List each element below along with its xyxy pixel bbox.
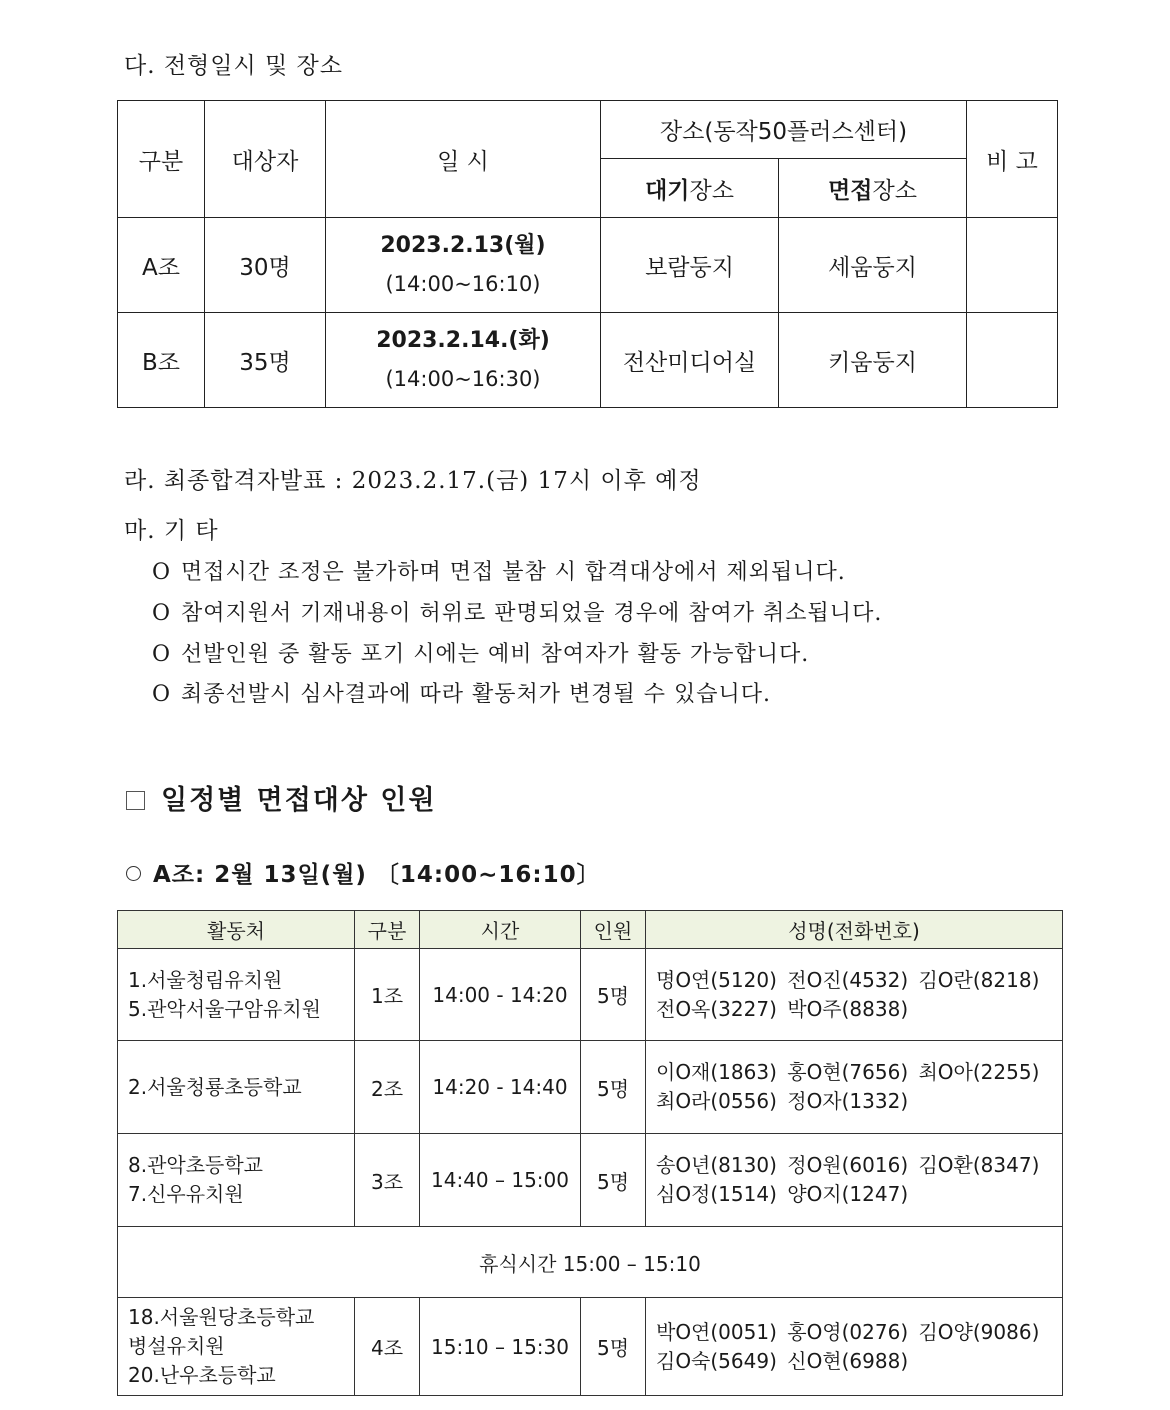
- site-cell: [118, 1134, 355, 1227]
- waiting-place-cell: 전산미디어실: [601, 313, 779, 408]
- header-remarks: 비 고: [967, 101, 1058, 218]
- header-time: 시간: [420, 911, 581, 949]
- site-cell: [118, 1041, 355, 1134]
- notice-item: [152, 596, 882, 627]
- site-name: 병설유치원: [128, 1334, 225, 1358]
- group-cell: 4조: [355, 1298, 420, 1396]
- site-name: 8.관악초등학교: [128, 1153, 264, 1177]
- circle-bullet-icon: O: [152, 601, 172, 626]
- header-location-group: 장소(동작50플러스센터): [601, 101, 967, 159]
- notice-text: 최종선발시 심사결과에 따라 활동처가 변경될 수 있습니다.: [181, 682, 772, 707]
- circle-bullet-icon: O: [152, 560, 172, 585]
- date-text: 2023.2.13(월): [380, 233, 546, 258]
- header-interview-place-rest: 장소: [872, 177, 917, 204]
- section-title-text: 일정별 면접대상 인원: [161, 785, 437, 816]
- section-ma-heading: 마. 기 타: [124, 518, 219, 544]
- circle-bullet-icon: O: [152, 642, 172, 667]
- schedule-section-title: [126, 778, 437, 817]
- names-line: 박O연(0051) 홍O영(0276) 김O양(9086): [656, 1319, 1040, 1344]
- time-cell: 14:20 - 14:40: [420, 1041, 581, 1134]
- notice-item: [152, 637, 809, 668]
- count-cell: 30명: [205, 218, 326, 313]
- notice-text: 참여지원서 기재내용이 허위로 판명되었을 경우에 참여가 취소됩니다.: [181, 601, 883, 626]
- site-name: 20.난우초등학교: [128, 1363, 276, 1387]
- header-waiting-place: [601, 159, 779, 218]
- names-line: 김O숙(5649) 신O현(6988): [656, 1348, 909, 1373]
- group-cell: 2조: [355, 1041, 420, 1134]
- header-group: 구분: [355, 911, 420, 949]
- count-cell: 35명: [205, 313, 326, 408]
- names-cell: [646, 1298, 1063, 1396]
- schedule-location-table: [117, 100, 1058, 408]
- names-line: 이O재(1863) 홍O현(7656) 최O아(2255): [656, 1060, 1040, 1084]
- group-a-subtitle: [126, 856, 601, 889]
- names-cell: [646, 949, 1063, 1041]
- names-line: 심O정(1514) 양O지(1247): [656, 1182, 909, 1206]
- notice-text: 면접시간 조정은 불가하며 면접 불참 시 합격대상에서 제외됩니다.: [181, 560, 846, 585]
- count-cell: 5명: [581, 949, 646, 1041]
- header-waiting-place-bold: 대기: [645, 177, 690, 204]
- header-interview-place-bold: 면접: [828, 177, 873, 204]
- section-da-heading: 다. 전형일시 및 장소: [124, 53, 343, 79]
- table-row: [118, 313, 1058, 408]
- site-name: 5.관악서울구암유치원: [128, 996, 321, 1021]
- table-row: [118, 1134, 1063, 1227]
- site-name: 7.신우유치원: [128, 1182, 244, 1206]
- site-name: 2.서울청룡초등학교: [128, 1074, 302, 1099]
- subtitle-text: A조: 2월 13일(월) 〔14:00∼16:10〕: [153, 862, 601, 888]
- table-row: [118, 218, 1058, 313]
- site-cell: [118, 1298, 355, 1396]
- interview-place-cell: 세움둥지: [779, 218, 967, 313]
- notice-item: [152, 555, 846, 586]
- group-cell: 1조: [355, 949, 420, 1041]
- remarks-cell: [967, 313, 1058, 408]
- table-row: [118, 1298, 1063, 1396]
- site-name: 1.서울청림유치원: [128, 967, 283, 992]
- names-line: 송O년(8130) 정O원(6016) 김O환(8347): [656, 1153, 1040, 1177]
- header-interview-place: [779, 159, 967, 218]
- header-site: 활동처: [118, 911, 355, 949]
- time-text: (14:00~16:30): [385, 367, 541, 391]
- header-names: 성명(전화번호): [646, 911, 1063, 949]
- count-cell: 5명: [581, 1298, 646, 1396]
- names-cell: [646, 1134, 1063, 1227]
- count-cell: 5명: [581, 1041, 646, 1134]
- header-target: 대상자: [205, 101, 326, 218]
- time-cell: 14:00 - 14:20: [420, 949, 581, 1041]
- names-line: 명O연(5120) 전O진(4532) 김O란(8218): [656, 967, 1040, 992]
- names-line: 전O옥(3227) 박O주(8838): [656, 996, 909, 1021]
- break-row: [118, 1227, 1063, 1298]
- notice-item: [152, 677, 771, 708]
- group-cell: A조: [118, 218, 205, 313]
- datetime-cell: [326, 218, 601, 313]
- notice-text: 선발인원 중 활동 포기 시에는 예비 참여자가 활동 가능합니다.: [181, 642, 810, 667]
- names-cell: [646, 1041, 1063, 1134]
- datetime-cell: [326, 313, 601, 408]
- date-text: 2023.2.14.(화): [376, 328, 550, 353]
- table-row: [118, 1041, 1063, 1134]
- count-cell: 5명: [581, 1134, 646, 1227]
- break-time-cell: 휴식시간 15:00 – 15:10: [118, 1227, 1063, 1298]
- square-bullet-icon: [126, 791, 145, 810]
- section-ra-announcement: 라. 최종합격자발표 : 2023.2.17.(금) 17시 이후 예정: [124, 468, 702, 494]
- circle-bullet-icon: [126, 866, 141, 881]
- site-name: 18.서울원당초등학교: [128, 1305, 315, 1329]
- group-cell: B조: [118, 313, 205, 408]
- circle-bullet-icon: O: [152, 682, 172, 707]
- time-cell: 15:10 – 15:30: [420, 1298, 581, 1396]
- interview-roster-table: [117, 910, 1063, 1396]
- table-row: [118, 949, 1063, 1041]
- site-cell: [118, 949, 355, 1041]
- remarks-cell: [967, 218, 1058, 313]
- names-line: 최O라(0556) 정O자(1332): [656, 1089, 909, 1113]
- group-cell: 3조: [355, 1134, 420, 1227]
- header-category: 구분: [118, 101, 205, 218]
- header-count: 인원: [581, 911, 646, 949]
- header-datetime: 일 시: [326, 101, 601, 218]
- time-cell: 14:40 – 15:00: [420, 1134, 581, 1227]
- table-header-row: [118, 911, 1063, 949]
- header-waiting-place-rest: 장소: [689, 177, 734, 204]
- waiting-place-cell: 보람둥지: [601, 218, 779, 313]
- interview-place-cell: 키움둥지: [779, 313, 967, 408]
- time-text: (14:00~16:10): [385, 272, 541, 296]
